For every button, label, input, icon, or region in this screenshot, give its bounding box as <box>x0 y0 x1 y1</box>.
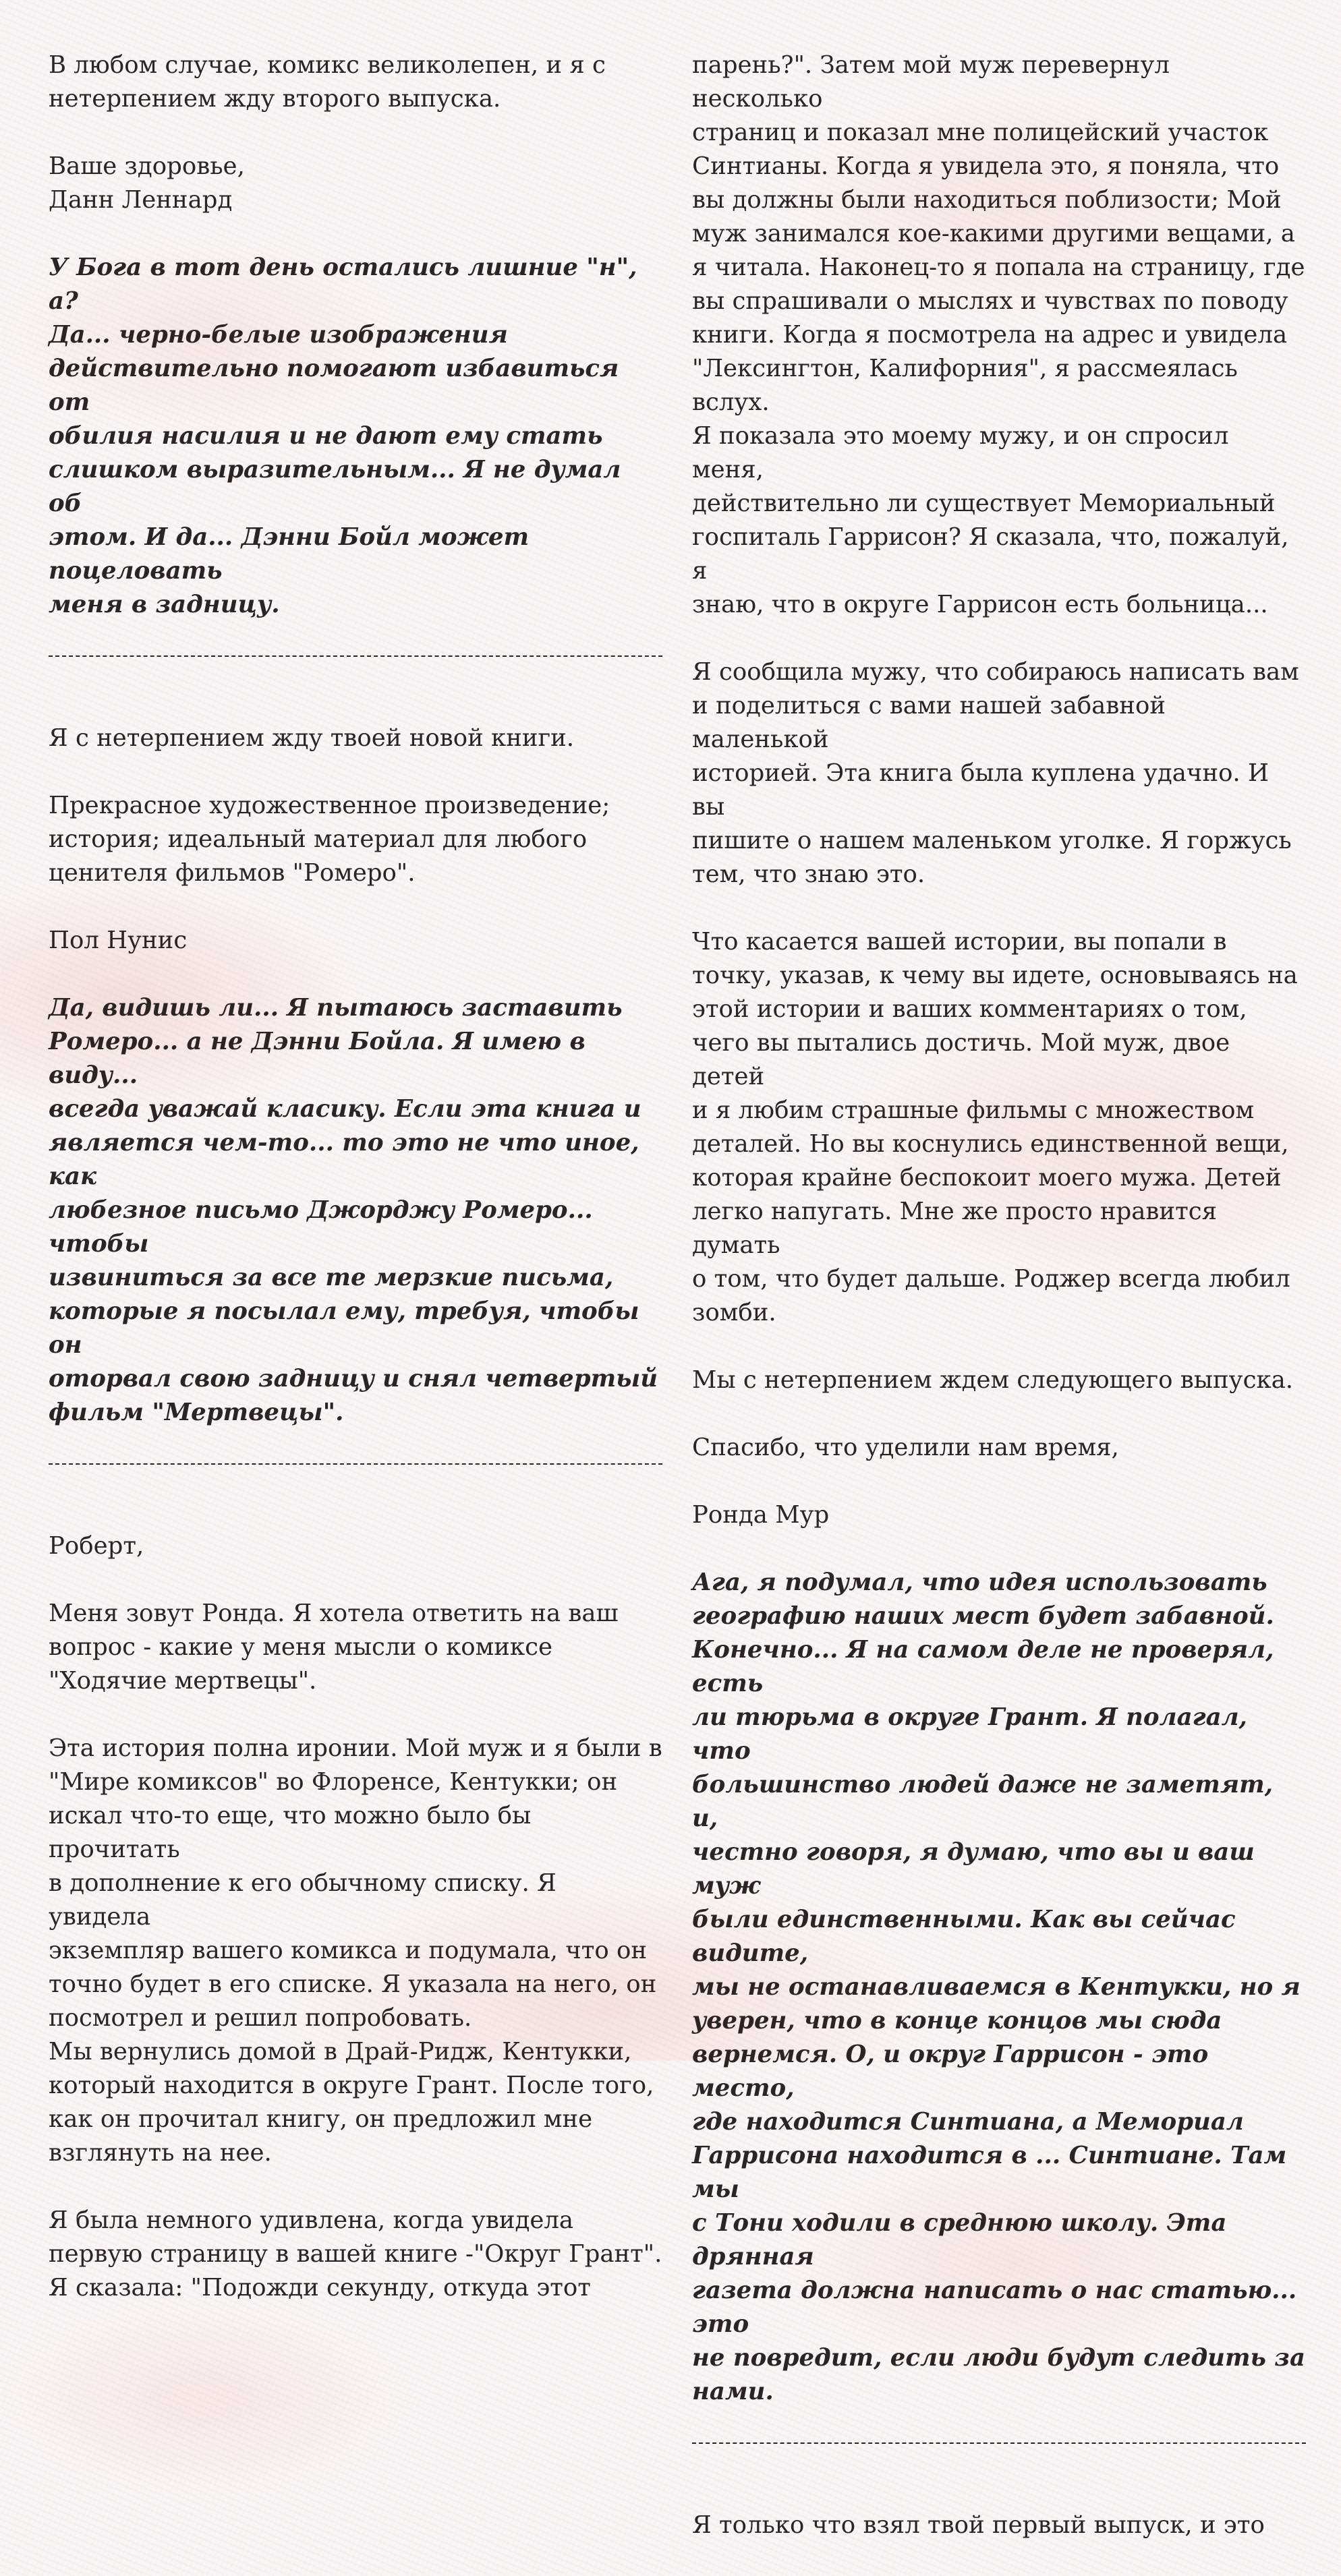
letter-paragraph: Я была немного удивлена, когда увидела первую страницу в вашей книге -"Округ Грант". Я сказала: "Подожди секунду, откуда этот <box>49 2206 662 2302</box>
right-column <box>692 49 1306 2576</box>
letter-salutation: Роберт, <box>49 1532 144 1560</box>
left-column <box>49 49 662 2339</box>
letter-paragraph: Я сообщила мужу, что собираюсь написать вам и поделиться с вами нашей забавной маленькой историей. Эта книга была куплена удачно. И вы пишите о нашем маленьком уголке. Я горжусь тем, что знаю это. <box>692 658 1299 888</box>
letter-paragraph: Я с нетерпением жду твоей новой книги. <box>49 724 575 752</box>
letter-paragraph: Я только что взял твой первый выпуск, и это <box>692 2511 1265 2539</box>
letter-paragraph: Что касается вашей истории, вы попали в точку, указав, к чему вы идете, основываясь на этой истории и ваших комментариях о том, чего вы пытались достичь. Мой муж, двое детей и я любим страшные фильмы с множеством деталей. Но вы коснулись единственной вещи, которая крайне беспокоит моего мужа. Детей легко напугать. Мне же просто нравится думать о том, что будет дальше. Роджер всегда любил зомби. <box>692 928 1298 1326</box>
section-divider <box>692 2442 1306 2469</box>
section-divider <box>49 655 662 682</box>
letter-paragraph: Прекрасное художественное произведение; история; идеальный материал для любого ценителя фильмов "Ромеро". <box>49 792 610 887</box>
section-divider <box>49 1463 662 1490</box>
editor-reply: Ага, я подумал, что идея использовать географию наших мест будет забавной. Конечно... Я на самом деле не проверял, есть ли тюрьма в округе Грант. Я полагал, что большинство людей даже не заметят, и, честно говоря, я думаю, что вы и ваш муж были единственными. Как вы сейчас видите, мы не останавливаемся в Кентукки, но я уверен, что в конце концов мы сюда вернемся. О, и округ Гаррисон - это место, где находится Синтиана, а Мемориал Гаррисона находится в ... Синтиане. Там мы с Тони ходили в среднюю школу. Эта дрянная газета должна написать о нас статью... это не повредит, если люди будут следить за нами. <box>692 1569 1305 2405</box>
letter-paragraph: Мы с нетерпением ждем следующего выпуска. <box>692 1366 1294 1394</box>
letter-paragraph: Эта история полна иронии. Мой муж и я были в "Мире комиксов" во Флоренсе, Кентукки; он искал что-то еще, что можно было бы прочитать в дополнение к его обычному списку. Я увидела экземпляр вашего комикса и подумала, что он точно будет в его списке. Я указала на него, он посмотрел и решил попробовать. <box>49 1734 662 2032</box>
letter-closing-paragraph: В любом случае, комикс великолепен, и я с нетерпением жду второго выпуска. <box>49 51 606 113</box>
letter-paragraph: Спасибо, что уделили нам время, <box>692 1434 1119 1461</box>
letter-signature: Пол Нунис <box>49 927 188 954</box>
letter-signature: Ваше здоровье, Данн Леннард <box>49 152 245 214</box>
letter-signature: Ронда Мур <box>692 1501 830 1529</box>
letter-paragraph: парень?". Затем мой муж перевернул несколько страниц и показал мне полицейский участок Синтианы. Когда я увидела это, я поняла, что вы должны были находиться поблизости; Мой муж занимался кое-какими другими вещами, а я читала. Наконец-то я попала на страницу, где вы спрашивали о мыслях и чувствах по поводу книги. Когда я посмотрела на адрес и увидела "Лексингтон, Калифорния", я рассмеялась вслух. Я показала это моему мужу, и он спросил меня, действительно ли существует Мемориальный госпиталь Гаррисон? Я сказала, что, пожалуй, я знаю, что в округе Гаррисон есть больница... <box>692 51 1305 618</box>
letter-paragraph: Меня зовут Ронда. Я хотела ответить на ваш вопрос - какие у меня мысли о комиксе "Ходячие мертвецы". <box>49 1600 619 1695</box>
editor-reply: У Бога в тот день остались лишние "н", а? Да... черно-белые изображения действительно помогают избавиться от обилия насилия и не дают ему стать слишком выразительным... Я не думал об этом. И да... Дэнни Бойл может поцеловать меня в задницу. <box>49 254 637 618</box>
letter-paragraph: Мы вернулись домой в Драй-Ридж, Кентукки, который находится в округе Грант. После того, как он прочитал книгу, он предложил мне взглянуть на нее. <box>49 2038 654 2167</box>
editor-reply: Да, видишь ли... Я пытаюсь заставить Ромеро... а не Дэнни Бойла. Я имею в виду... всегда уважай класику. Если эта книга и является чем-то... то это не что иное, как любезное письмо Джорджу Ромеро... чтобы извиниться за все те мерзкие письма, которые я посылал ему, требуя, чтобы он оторвал свою задницу и снял четвертый фильм "Мертвецы". <box>49 994 658 1426</box>
